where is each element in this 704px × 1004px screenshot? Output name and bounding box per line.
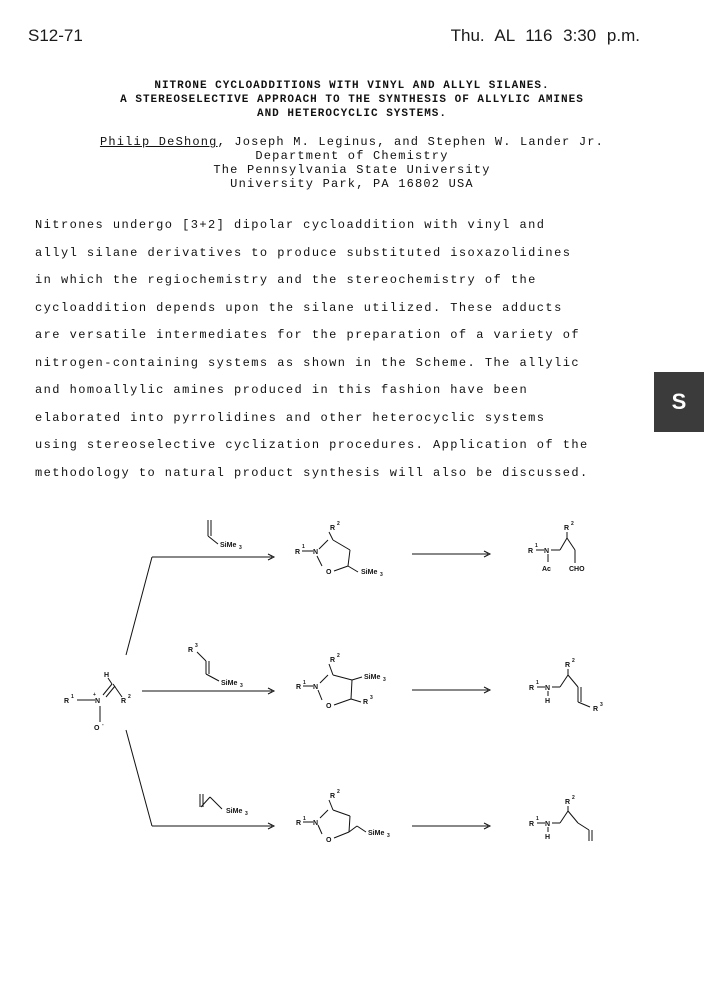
r-superscript: 1: [535, 543, 538, 549]
o-label: O: [326, 569, 332, 576]
n-label: N: [313, 684, 319, 691]
address: University Park, PA 16802 USA: [230, 177, 474, 191]
r-superscript: 2: [571, 521, 574, 527]
h-label: H: [104, 672, 110, 679]
r-superscript: 1: [71, 694, 74, 700]
reaction-arrow-lower: [126, 730, 152, 826]
author-block: [0, 135, 704, 191]
o-label: O: [326, 703, 332, 710]
abstract-body: [35, 212, 635, 487]
subscript-label: 3: [383, 677, 386, 683]
n-label: N: [544, 548, 550, 555]
reagent-substituted-vinyl-silane: [188, 643, 243, 689]
abstract-line: are versatile intermediates for the preparation of a variety of: [35, 328, 581, 342]
subscript-label: 3: [380, 572, 383, 578]
abstract-title: [0, 79, 704, 121]
abstract-line: nitrogen-containing systems as shown in the Scheme. The allylic: [35, 355, 581, 370]
r-label: R: [295, 549, 301, 556]
r-superscript: 1: [536, 816, 539, 822]
sime3-label: SiMe: [361, 569, 378, 576]
n-label: N: [545, 821, 551, 828]
r-label: R: [188, 647, 194, 654]
coauthors: , Joseph M. Leginus, and Stephen W. Lander Jr.: [217, 135, 605, 149]
charge-label: -: [102, 722, 104, 728]
charge-label: +: [93, 692, 96, 698]
h-label: H: [545, 698, 551, 705]
r-label: R: [64, 698, 70, 705]
r-superscript: 3: [195, 643, 198, 649]
sime3-label: SiMe: [221, 680, 238, 687]
abstract-line: methodology to natural product synthesis will also be discussed.: [35, 465, 589, 480]
r-label: R: [330, 657, 336, 664]
department: Department of Chemistry: [255, 149, 449, 163]
subscript-label: 3: [387, 833, 390, 839]
r-label: R: [529, 821, 535, 828]
r-superscript: 2: [572, 658, 575, 664]
o-label: O: [326, 837, 332, 844]
section-tab: S: [654, 372, 704, 432]
n-label: N: [95, 698, 101, 705]
abstract-line: and homoallylic amines produced in this fashion have been: [35, 383, 529, 397]
sime3-label: SiMe: [368, 830, 385, 837]
aldehyde-label: CHO: [569, 566, 585, 573]
r-label: R: [296, 684, 302, 691]
r-superscript: 2: [572, 795, 575, 801]
reagent-vinyl-silane: [208, 520, 242, 551]
n-label: N: [313, 549, 319, 556]
sime3-label: SiMe: [226, 808, 243, 815]
isoxazolidine-product-1: [295, 521, 383, 578]
h-label: H: [545, 834, 551, 841]
allylic-amine-product: [529, 658, 603, 713]
subscript-label: 3: [239, 545, 242, 551]
abstract-line: cycloaddition depends upon the silane utilized. These adducts: [35, 300, 563, 315]
reaction-arrow-upper: [126, 557, 152, 655]
abstract-line: in which the regiochemistry and the stereochemistry of the: [35, 273, 537, 287]
r-superscript: 2: [337, 521, 340, 527]
nitrone-structure: [64, 672, 131, 732]
abstract-line: Nitrones undergo [3+2] dipolar cycloaddition with vinyl and: [35, 218, 546, 232]
isoxazolidine-product-3: [296, 789, 390, 844]
title-line-2: A STEREOSELECTIVE APPROACH TO THE SYNTHESIS OF ALLYLIC AMINES: [120, 94, 584, 106]
session-code: S12-71: [28, 26, 83, 45]
abstract-line: elaborated into pyrrolidines and other heterocyclic systems: [35, 410, 546, 425]
sime3-label: SiMe: [364, 674, 381, 681]
isoxazolidine-product-2: [296, 653, 386, 710]
r-superscript: 1: [302, 544, 305, 550]
r-superscript: 1: [536, 680, 539, 686]
n-label: N: [545, 685, 551, 692]
r-label: R: [565, 662, 571, 669]
n-label: N: [313, 820, 319, 827]
title-line-1: NITRONE CYCLOADDITIONS WITH VINYL AND ALLYL SILANES.: [154, 80, 550, 92]
r-label: R: [330, 793, 336, 800]
o-label: O: [94, 725, 100, 732]
reagent-allyl-silane: [200, 794, 248, 817]
r-superscript: 2: [337, 653, 340, 659]
homoallylic-amine-product: [529, 795, 592, 841]
r-superscript: 1: [303, 816, 306, 822]
r-label: R: [296, 820, 302, 827]
r-superscript: 2: [128, 694, 131, 700]
sime3-label: SiMe: [220, 542, 237, 549]
r-label: R: [564, 525, 570, 532]
r-label: R: [330, 525, 336, 532]
title-line-3: AND HETEROCYCLIC SYSTEMS.: [256, 108, 448, 120]
r-superscript: 2: [337, 789, 340, 795]
subscript-label: 3: [245, 811, 248, 817]
r-label: R: [593, 706, 599, 713]
reaction-scheme: [0, 500, 704, 900]
r-superscript: 3: [370, 695, 373, 701]
subscript-label: 3: [240, 683, 243, 689]
r-label: R: [528, 548, 534, 555]
abstract-line: using stereoselective cyclization procedures. Application of the: [35, 438, 589, 452]
abstract-line: allyl silane derivatives to produce substituted isoxazolidines: [35, 245, 572, 260]
r-label: R: [529, 685, 535, 692]
r-superscript: 1: [303, 680, 306, 686]
acetyl-label: Ac: [542, 566, 551, 573]
r-label: R: [363, 699, 369, 706]
r-label: R: [565, 799, 571, 806]
r-label: R: [121, 698, 127, 705]
session-time-location: Thu. AL 116 3:30 p.m.: [450, 26, 640, 45]
amino-aldehyde-product: [528, 521, 585, 573]
presenter-name: Philip DeShong: [99, 135, 218, 149]
university: The Pennsylvania State University: [213, 163, 491, 177]
r-superscript: 3: [600, 702, 603, 708]
authors-line: [0, 135, 704, 149]
